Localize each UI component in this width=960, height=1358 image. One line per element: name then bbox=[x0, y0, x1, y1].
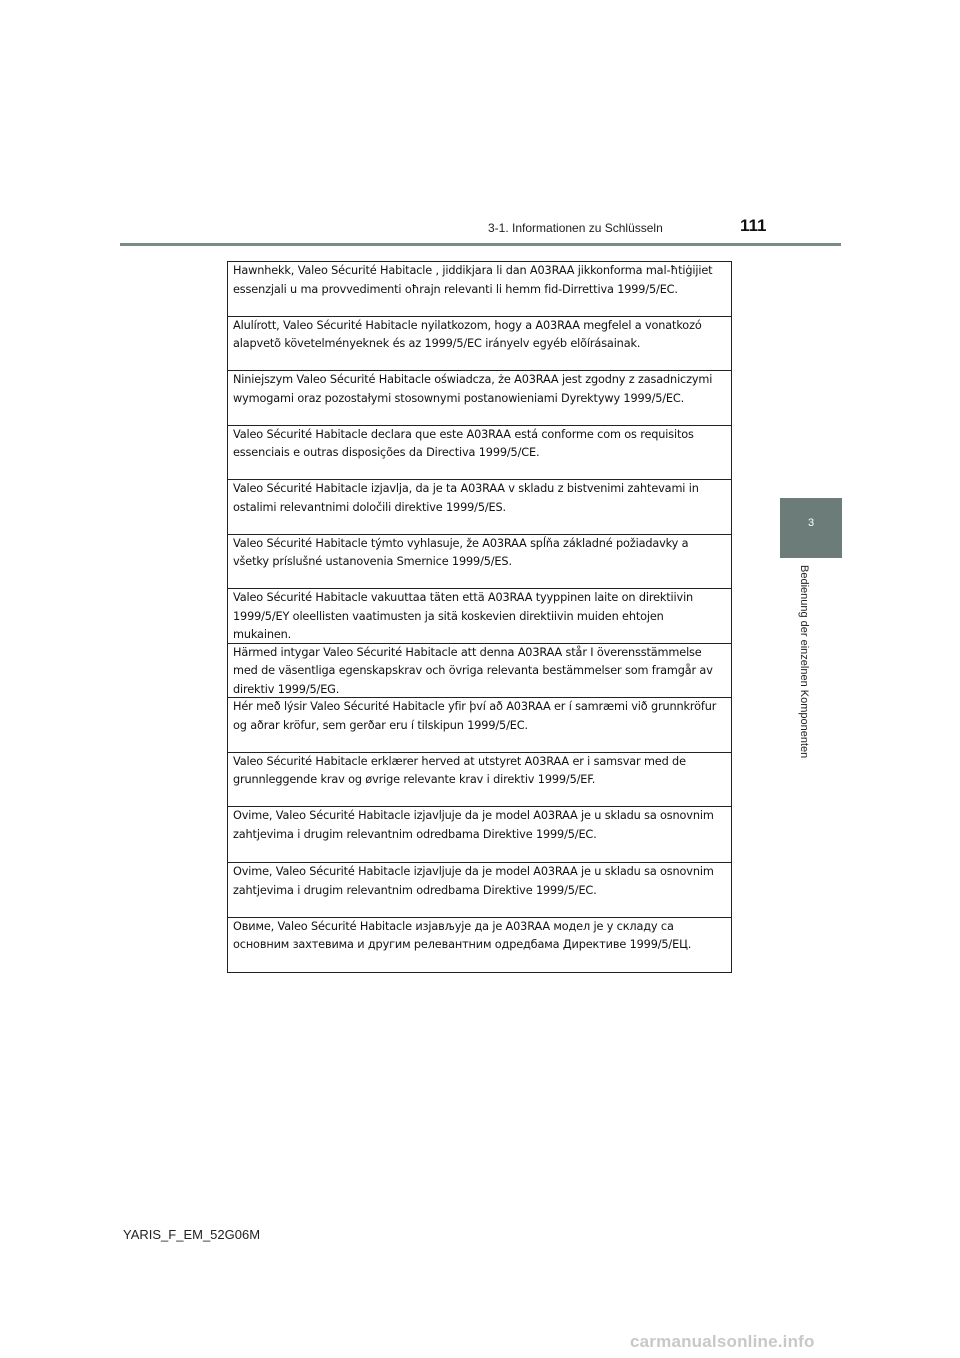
document-code: YARIS_F_EM_52G06M bbox=[123, 1227, 261, 1242]
chapter-side-label: Bedienung der einzelnen Komponenten bbox=[798, 565, 810, 759]
chapter-tab: 3 bbox=[780, 498, 842, 558]
declaration-maltese: Hawnhekk, Valeo Sécurité Habitacle , jiddikjara li dan A03RAA jikkonforma mal-ħtiġijiet essenzjali u ma provvedimenti oħrajn relevanti li hemm fid-Dirrettiva 1999/5/EC. bbox=[228, 262, 731, 317]
watermark: carmanualsonline.info bbox=[630, 1332, 815, 1351]
declaration-slovenian: Valeo Sécurité Habitacle izjavlja, da je ta A03RAA v skladu z bistvenimi zahtevami in ostalimi relevantnimi določili direktive 1999/5/ES. bbox=[228, 480, 731, 535]
header-divider bbox=[120, 243, 841, 246]
declaration-portuguese: Valeo Sécurité Habitacle declara que este A03RAA está conforme com os requisitos essenciais e outras disposições da Directiva 1999/5/CE. bbox=[228, 426, 731, 481]
page-number: 111 bbox=[740, 216, 767, 235]
declaration-croatian-2: Ovime, Valeo Sécurité Habitacle izjavljuje da je model A03RAA je u skladu sa osnovnim zahtjevima i drugim relevantnim odredbama Direktive 1999/5/EC. bbox=[228, 863, 731, 918]
section-title: 3-1. Informationen zu Schlüsseln bbox=[488, 221, 663, 235]
declaration-croatian-1: Ovime, Valeo Sécurité Habitacle izjavljuje da je model A03RAA je u skladu sa osnovnim zahtjevima i drugim relevantnim odredbama Direktive 1999/5/EC. bbox=[228, 807, 731, 863]
declaration-slovak: Valeo Sécurité Habitacle týmto vyhlasuje, že A03RAA spĺňa základné požiadavky a všetky príslušné ustanovenia Smernice 1999/5/ES. bbox=[228, 535, 731, 590]
declaration-polish: Niniejszym Valeo Sécurité Habitacle oświadcza, że A03RAA jest zgodny z zasadniczymi wymogami oraz pozostałymi stosownymi postanowieniami Dyrektywy 1999/5/EC. bbox=[228, 371, 731, 426]
declaration-serbian: Овиме, Valeo Sécurité Habitacle изјављује да је A03RAA модел је у складу са основним захтевима и другим релевантним одредбама Директиве 1999/5/ЕЦ. bbox=[233, 919, 692, 951]
declaration-norwegian: Valeo Sécurité Habitacle erklærer herved at utstyret A03RAA er i samsvar med de grunnleggende krav og øvrige relevante krav i direktiv 1999/5/EF. bbox=[228, 753, 731, 808]
declaration-swedish: Härmed intygar Valeo Sécurité Habitacle att denna A03RAA står I överensstämmelse med de väsentliga egenskapskrav och övriga relevanta bestämmelser som framgår av direktiv 1999/5/EG. bbox=[228, 644, 731, 699]
declaration-icelandic: Hér með lýsir Valeo Sécurité Habitacle yfir því að A03RAA er í samræmi við grunnkröfur og aðrar kröfur, sem gerðar eru í tilskipun 1999/5/EC. bbox=[228, 698, 731, 753]
declaration-finnish: Valeo Sécurité Habitacle vakuuttaa täten että A03RAA tyyppinen laite on direktiivin 1999/5/EY oleellisten vaatimusten ja sitä koskevien direktiivin muiden ehtojen mukainen. bbox=[228, 589, 731, 644]
declaration-table bbox=[227, 261, 732, 973]
declaration-hungarian: Alulírott, Valeo Sécurité Habitacle nyilatkozom, hogy a A03RAA megfelel a vonatkozó alapvetõ követelményeknek és az 1999/5/EC irányelv egyéb elõírásainak. bbox=[228, 317, 731, 372]
